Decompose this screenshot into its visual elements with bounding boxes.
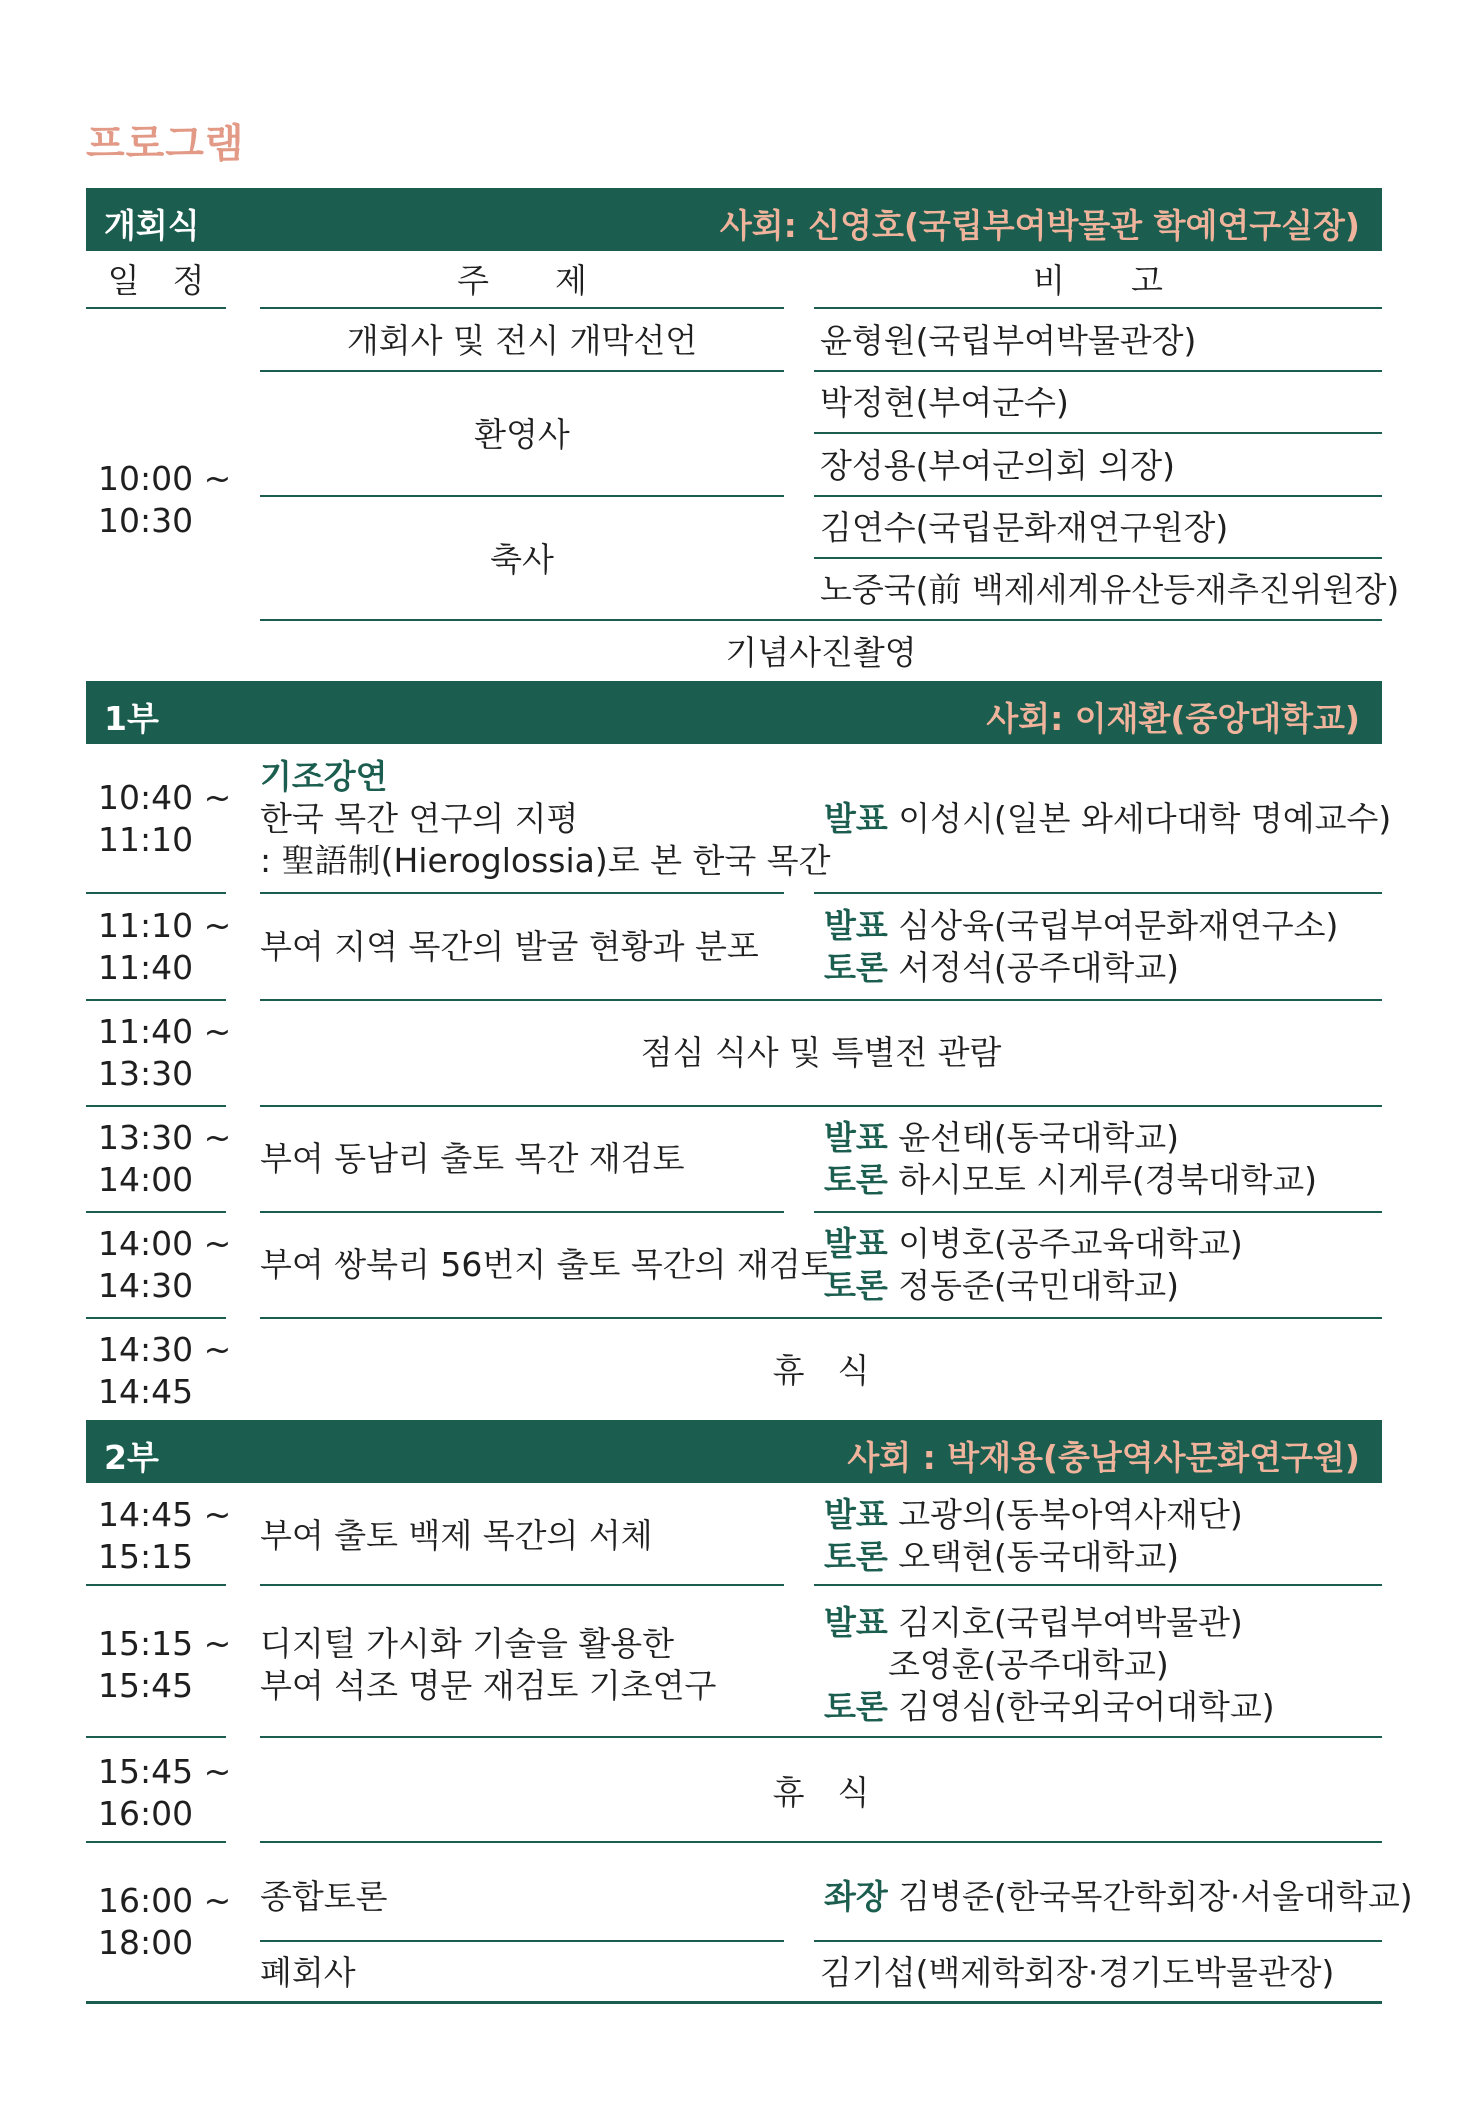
rest-break: 휴 식 (772, 1773, 870, 1812)
band-title: 개회식 (104, 206, 200, 245)
band-moderator: 사회: 이재환(중앙대학교) (986, 699, 1360, 738)
divider (260, 1736, 1382, 1738)
topic-text: 폐회사 (260, 1953, 356, 1992)
topic-text: 부여 쌍북리 56번지 출토 목간의 재검토 (260, 1245, 833, 1284)
role-label: 좌장 (824, 1877, 888, 1916)
divider (86, 892, 226, 894)
discussant-name: 김영심(한국외국어대학교) (898, 1687, 1275, 1726)
discussant-name: 정동준(국민대학교) (898, 1266, 1180, 1305)
presenter-entry (824, 1223, 1243, 1265)
presenter-entry (824, 1602, 1243, 1644)
divider (260, 1584, 784, 1586)
presenter-name: 윤선태(동국대학교) (898, 1118, 1180, 1157)
keynote-label: 기조강연 (260, 757, 388, 796)
divider (86, 1317, 226, 1319)
presenter-name: 심상육(국립부여문화재연구소) (898, 906, 1339, 945)
presenter-entry (824, 905, 1338, 947)
topic-welcome: 환영사 (474, 415, 570, 454)
time-slot: 11:10 ~ 11:40 (98, 906, 232, 987)
note-item: 윤형원(국립부여박물관장) (820, 321, 1197, 360)
divider (86, 1736, 226, 1738)
divider (260, 619, 1382, 621)
discussant-entry (824, 1265, 1179, 1307)
role-label: 토론 (824, 1687, 888, 1726)
topic-opening-address: 개회사 및 전시 개막선언 (346, 321, 698, 360)
divider (86, 999, 226, 1001)
band-moderator: 사회: 신영호(국립부여박물관 학예연구실장) (719, 206, 1360, 245)
time-slot: 15:15 ~ 15:45 (98, 1624, 232, 1705)
role-label: 토론 (824, 1537, 888, 1576)
topic-text: 부여 석조 명문 재검토 기초연구 (260, 1666, 717, 1705)
band-moderator: 사회 : 박재용(충남역사문화연구원) (847, 1438, 1360, 1477)
header-note: 비 고 (1033, 261, 1163, 300)
role-label: 발표 (824, 1495, 888, 1534)
topic-congratulation: 축사 (490, 540, 554, 579)
time-slot: 15:45 ~ 16:00 (98, 1752, 232, 1833)
divider (86, 307, 226, 309)
section-band-part2 (86, 1420, 1382, 1483)
role-label: 토론 (824, 1266, 888, 1305)
band-title: 2부 (104, 1438, 159, 1477)
topic-text: 부여 동남리 출토 목간 재검토 (260, 1139, 685, 1178)
divider (86, 1584, 226, 1586)
divider (86, 1841, 226, 1843)
discussant-name: 서정석(공주대학교) (898, 948, 1180, 987)
photo-session: 기념사진촬영 (725, 633, 917, 672)
discussant-entry (824, 947, 1179, 989)
divider (814, 892, 1382, 894)
header-schedule: 일 정 (107, 261, 205, 300)
time-slot: 13:30 ~ 14:00 (98, 1118, 232, 1199)
divider (260, 1105, 1382, 1107)
presenter-name: 김지호(국립부여박물관) (898, 1603, 1243, 1642)
topic-text: 부여 출토 백제 목간의 서체 (260, 1516, 653, 1555)
time-slot: 14:45 ~ 15:15 (98, 1495, 232, 1576)
discussant-entry (824, 1536, 1179, 1578)
role-label: 토론 (824, 1160, 888, 1199)
divider (814, 1584, 1382, 1586)
presenter-name: 조영훈(공주대학교) (888, 1645, 1169, 1684)
divider (814, 1211, 1382, 1213)
band-title: 1부 (104, 699, 159, 738)
rest-break: 휴 식 (772, 1351, 870, 1390)
presenter-entry (824, 1117, 1179, 1159)
divider (814, 432, 1382, 434)
divider (814, 1940, 1382, 1942)
section-band-part1 (86, 681, 1382, 744)
discussant-entry (824, 1686, 1275, 1728)
section-band-opening (86, 188, 1382, 251)
divider (86, 1105, 226, 1107)
discussant-entry (824, 1159, 1317, 1201)
lunch-break: 점심 식사 및 특별전 관람 (640, 1033, 1002, 1072)
time-slot: 14:00 ~ 14:30 (98, 1224, 232, 1305)
divider (260, 1841, 1382, 1843)
presenter-name: 고광의(동북아역사재단) (898, 1495, 1243, 1534)
note-item: 박정현(부여군수) (820, 383, 1069, 422)
topic-text: 디지털 가시화 기술을 활용한 (260, 1624, 675, 1663)
topic-text: 종합토론 (260, 1877, 388, 1916)
divider (260, 495, 784, 497)
table-bottom-rule (86, 2001, 1382, 2004)
divider (260, 999, 1382, 1001)
role-label: 발표 (824, 906, 888, 945)
note-item: 노중국(前 백제세계유산등재추진위원장) (820, 570, 1400, 609)
note-item: 김기섭(백제학회장·경기도박물관장) (820, 1953, 1335, 1992)
chair-entry (824, 1876, 1413, 1918)
page-title: 프로그램 (86, 121, 245, 167)
presenter-name: 이성시(일본 와세다대학 명예교수) (898, 799, 1392, 838)
topic-text: : 聖語制(Hieroglossia)로 본 한국 목간 (260, 841, 831, 880)
topic-text: 한국 목간 연구의 지평 (260, 799, 579, 838)
presenter-entry (824, 798, 1391, 840)
presenter-name: 이병호(공주교육대학교) (898, 1224, 1243, 1263)
divider (260, 1211, 784, 1213)
role-label: 토론 (824, 948, 888, 987)
discussant-name: 오택현(동국대학교) (898, 1537, 1180, 1576)
divider (260, 370, 784, 372)
time-slot: 10:00 ~ 10:30 (98, 459, 232, 540)
divider (260, 1317, 1382, 1319)
topic-text: 부여 지역 목간의 발굴 현황과 분포 (260, 927, 759, 966)
presenter-entry (824, 1494, 1243, 1536)
discussant-name: 하시모토 시게루(경북대학교) (898, 1160, 1318, 1199)
divider (260, 1940, 784, 1942)
note-item: 김연수(국립문화재연구원장) (820, 508, 1229, 547)
divider (814, 370, 1382, 372)
role-label: 발표 (824, 1118, 888, 1157)
header-topic: 주 제 (457, 261, 587, 300)
divider (814, 495, 1382, 497)
divider (814, 557, 1382, 559)
divider (814, 307, 1382, 309)
time-slot: 14:30 ~ 14:45 (98, 1330, 232, 1411)
divider (86, 1211, 226, 1213)
note-item: 장성용(부여군의회 의장) (820, 446, 1176, 485)
time-slot: 10:40 ~ 11:10 (98, 778, 232, 859)
divider (260, 307, 784, 309)
time-slot: 11:40 ~ 13:30 (98, 1012, 232, 1093)
role-label: 발표 (824, 799, 888, 838)
role-label: 발표 (824, 1224, 888, 1263)
divider (260, 892, 784, 894)
time-slot: 16:00 ~ 18:00 (98, 1881, 232, 1962)
chair-name: 김병준(한국목간학회장·서울대학교) (898, 1877, 1413, 1916)
role-label: 발표 (824, 1603, 888, 1642)
